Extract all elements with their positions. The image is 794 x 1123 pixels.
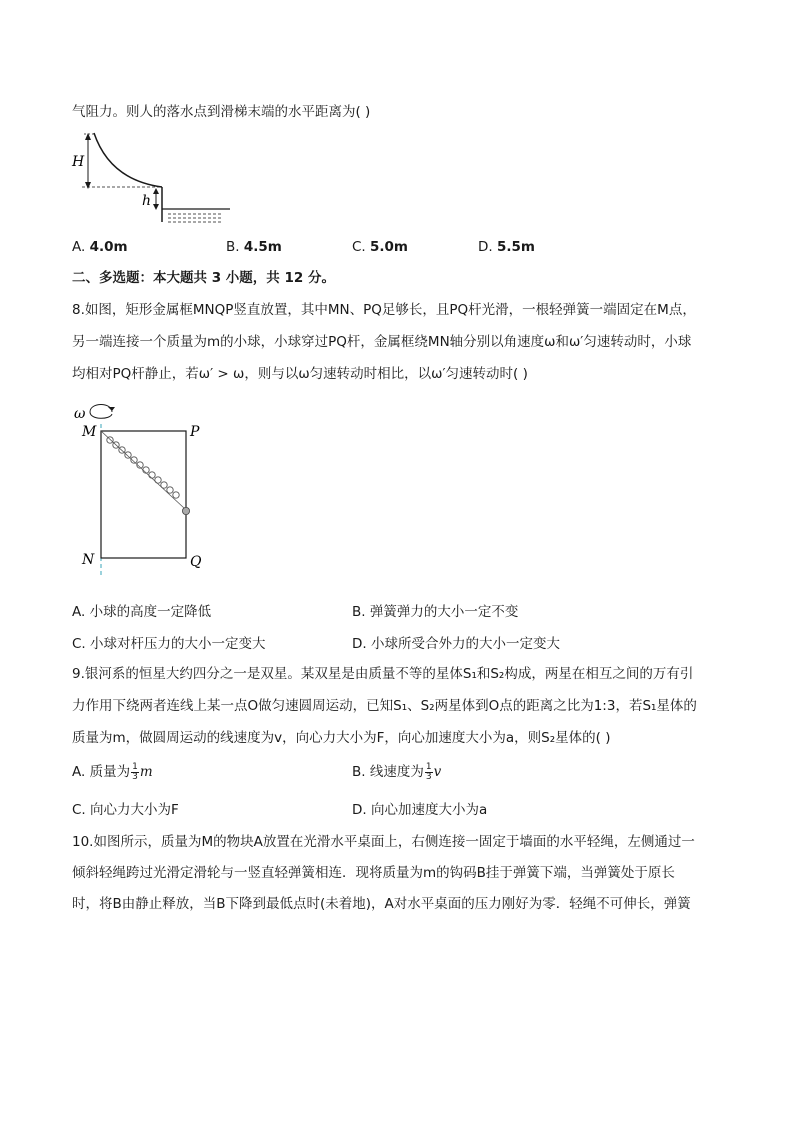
q7-stem-tail: 气阻力。则人的落水点到滑梯末端的水平距离为( )	[72, 104, 371, 120]
option-text: 小球的高度一定降低	[89, 604, 212, 620]
q9-line-1: 9.银河系的恒星大约四分之一是双星。某双星是由质量不等的星体S₁和S₂构成，两星在相互之间的万有引	[72, 666, 694, 682]
fraction	[131, 763, 139, 782]
option-letter: D.	[352, 636, 367, 652]
option-letter: A.	[72, 604, 86, 620]
option-letter: B.	[352, 764, 366, 780]
label-Q: Q	[190, 554, 202, 570]
q10-line-1: 10.如图所示，质量为M的物块A放置在光滑水平桌面上，右侧连接一固定于墙面的水平轻绳，左侧通过一	[72, 834, 695, 850]
fraction-numerator: 1	[425, 761, 432, 772]
label-h: h	[142, 193, 152, 209]
option-letter: C.	[72, 636, 86, 652]
option-text: 5.5m	[496, 239, 535, 255]
label-N: N	[82, 552, 95, 568]
option-letter: B.	[352, 604, 366, 620]
option-text: 小球所受合外力的大小一定变大	[370, 636, 560, 652]
q9-option-b[interactable]	[352, 762, 441, 782]
q10-line-3: 时，将B由静止释放，当B下降到最低点时(未着地)，A对水平桌面的压力刚好为零．轻绳不可伸长，弹簧	[72, 896, 691, 912]
option-text: 4.0m	[89, 239, 128, 255]
q9-option-d[interactable]	[352, 800, 487, 820]
q8-line-1: 8.如图，矩形金属框MNQP竖直放置，其中MN、PQ足够长，且PQ杆光滑，一根轻弹簧一端固定在M点，	[72, 302, 696, 318]
q7-option-c[interactable]	[352, 237, 408, 257]
option-letter: C.	[72, 802, 86, 818]
option-letter: A.	[72, 239, 86, 255]
option-variable: v	[433, 764, 442, 780]
label-H: H	[72, 154, 85, 170]
option-text: 5.0m	[370, 239, 408, 255]
option-letter: C.	[352, 239, 366, 255]
option-variable: m	[139, 764, 153, 780]
option-letter: D.	[478, 239, 493, 255]
q8-option-a[interactable]	[72, 602, 211, 622]
q8-option-c[interactable]	[72, 634, 266, 654]
option-text: 线速度为	[369, 764, 424, 780]
q7-option-a[interactable]	[72, 237, 128, 257]
option-text: 质量为	[89, 764, 131, 780]
fraction-numerator: 1	[132, 761, 138, 772]
q9-option-c[interactable]	[72, 800, 179, 820]
q9-option-a[interactable]	[72, 762, 153, 782]
option-letter: A.	[72, 764, 86, 780]
q7-slide-figure	[70, 130, 240, 230]
label-P: P	[190, 424, 200, 440]
q8-frame-figure	[72, 398, 222, 578]
label-M: M	[82, 424, 97, 440]
fraction-denominator: 3	[132, 771, 138, 782]
q10-line-2: 倾斜轻绳跨过光滑定滑轮与一竖直轻弹簧相连．现将质量为m的钩码B挂于弹簧下端，当弹簧处于原长	[72, 865, 675, 881]
q9-line-2: 力作用下绕两者连线上某一点O做匀速圆周运动，已知S₁、S₂两星体到O点的距离之比为1:3，若S₁星体的	[72, 698, 697, 714]
option-text: 向心加速度大小为a	[370, 802, 488, 818]
q9-line-3: 质量为m，做圆周运动的线速度为v，向心力大小为F，向心加速度大小为a，则S₂星体的( )	[72, 730, 611, 746]
option-letter: B.	[226, 239, 240, 255]
fraction	[425, 763, 433, 782]
q8-line-3: 均相对PQ杆静止，若ω′ > ω，则与以ω匀速转动时相比，以ω′匀速转动时( )	[72, 366, 528, 382]
option-text: 向心力大小为F	[90, 802, 179, 818]
q8-line-2: 另一端连接一个质量为m的小球，小球穿过PQ杆，金属框绕MN轴分别以角速度ω和ω′匀速转动时，小球	[72, 334, 692, 350]
q7-option-d[interactable]	[478, 237, 535, 257]
section-heading: 二、多选题：本大题共 3 小题，共 12 分。	[72, 270, 335, 286]
option-text: 弹簧弹力的大小一定不变	[369, 604, 519, 620]
option-text: 小球对杆压力的大小一定变大	[90, 636, 266, 652]
fraction-denominator: 3	[425, 771, 432, 782]
q8-option-b[interactable]	[352, 602, 518, 622]
label-omega: ω	[74, 406, 86, 422]
q7-option-b[interactable]	[226, 237, 282, 257]
option-text: 4.5m	[243, 239, 282, 255]
q8-option-d[interactable]	[352, 634, 560, 654]
option-letter: D.	[352, 802, 367, 818]
